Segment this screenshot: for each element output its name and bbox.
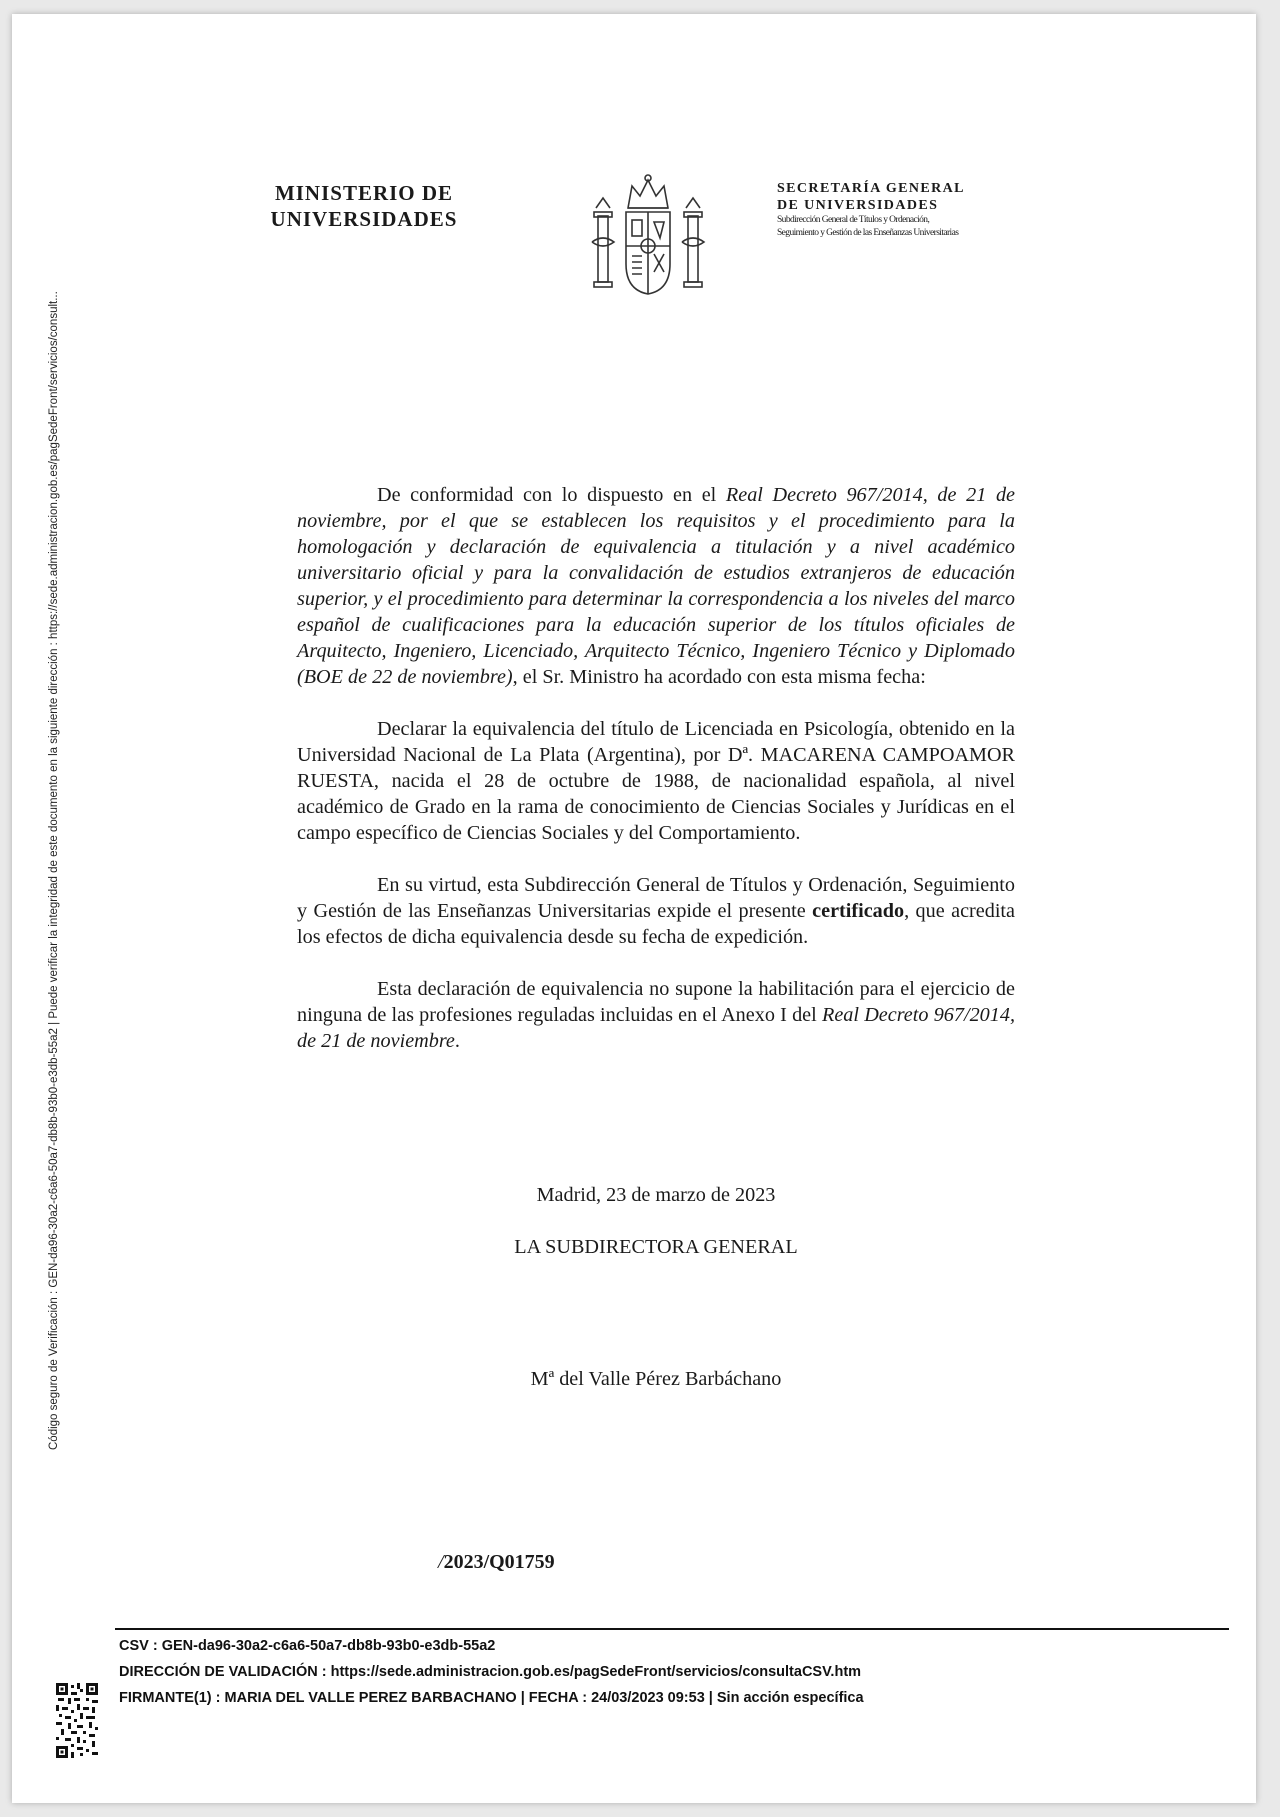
paragraph-declaration: Declarar la equivalencia del título de Licenciada en Psicología, obtenido en la Universidad Nacional de La Plata (Argentina), por Dª. MACARENA CAMPOAMOR RUESTA, nacida el 28 de octubre de 1988, de nacionalidad española, al nivel académico de Grado en la rama de conocimiento de Ciencias Sociales y Jurídicas en el campo específico de Ciencias Sociales y del Comportamiento. — [297, 718, 1015, 844]
p1-start: De conformidad con lo dispuesto en el — [377, 484, 726, 506]
p4-end: . — [454, 1030, 460, 1052]
ministry-title — [268, 180, 460, 232]
secretaria-line-2: DE UNIVERSIDADES — [777, 198, 939, 213]
p3-start: En su virtud, esta Subdirección General de Títulos y Ordenación, Seguimiento y Gestión de las Enseñanzas Universitarias expide el presente — [297, 874, 1015, 922]
reference-code: 2023/Q01759 — [443, 1551, 555, 1573]
subdireccion-line-1: Subdirección General de Títulos y Ordenación, — [777, 215, 930, 225]
side-verification-note: Código seguro de Verificación : GEN-da96-30a2-c6a6-50a7-db8b-93b0-e3db-55a2 | Puede verificar la integridad de este documento en la siguiente dirección : https://sede.administracion.gob.es/pagSedeFront/servicios/consult... — [48, 291, 60, 1450]
place-date: Madrid, 23 de marzo de 2023 — [536, 1184, 776, 1206]
p4-decree-reference: Real Decreto 967/2014, de 21 de noviembre — [297, 1004, 1016, 1052]
p1-decree-reference: Real Decreto 967/2014, de 21 de noviembre, por el que se establecen los requisitos y el procedimiento para la homologación y declaración de equivalencia a titulación y a nivel académico universitario oficial y para la convalidación de estudios extranjeros de educación superior, y el procedimiento para determinar la correspondencia a los niveles del marco español de cualificaciones para la educación superior de los títulos oficiales de Arquitecto, Ingeniero, Licenciado, Arquitecto Técnico, Ingeniero Técnico y Diplomado (BOE de 22 de noviembre) — [297, 484, 1015, 688]
paragraph-resolution — [297, 482, 1015, 690]
secretaria-header — [777, 180, 1017, 240]
subdireccion-line-2: Seguimiento y Gestión de las Enseñanzas Universitarias — [777, 228, 959, 238]
footer-divider — [115, 1628, 1229, 1630]
reference-number — [438, 1551, 555, 1574]
signatory-role: LA SUBDIRECTORA GENERAL — [514, 1236, 798, 1258]
p3-end: , que acredita los efectos de dicha equivalencia desde su fecha de expedición. — [297, 900, 1015, 948]
footer-csv: CSV : GEN-da96-30a2-c6a6-50a7-db8b-93b0-e3db-55a2 — [119, 1638, 496, 1654]
signatory-name: Mª del Valle Pérez Barbáchano — [530, 1368, 782, 1390]
paragraph-certificate — [297, 872, 1015, 950]
footer-signer: FIRMANTE(1) : MARIA DEL VALLE PEREZ BARBACHANO | FECHA : 24/03/2023 09:53 | Sin acción específica — [119, 1690, 864, 1706]
paragraph-habilitation — [297, 976, 1015, 1054]
reference-slash: / — [438, 1551, 444, 1573]
ministry-line-2: UNIVERSIDADES — [270, 207, 458, 231]
p4-start: Esta declaración de equivalencia no supone la habilitación para el ejercicio de ninguna de las profesiones reguladas incluidas en el Anexo I del — [297, 978, 1015, 1026]
p3-certificado: certificado — [812, 900, 905, 922]
coat-of-arms-icon — [588, 172, 708, 300]
document-body — [297, 482, 1015, 1080]
p1-end: , el Sr. Ministro ha acordado con esta misma fecha: — [512, 666, 926, 688]
secretaria-line-1: SECRETARÍA GENERAL — [777, 181, 965, 196]
qr-code-icon — [56, 1683, 98, 1758]
footer-validation-url: DIRECCIÓN DE VALIDACIÓN : https://sede.administracion.gob.es/pagSedeFront/servicios/consultaCSV.htm — [119, 1664, 862, 1680]
ministry-line-1: MINISTERIO DE — [274, 181, 454, 205]
